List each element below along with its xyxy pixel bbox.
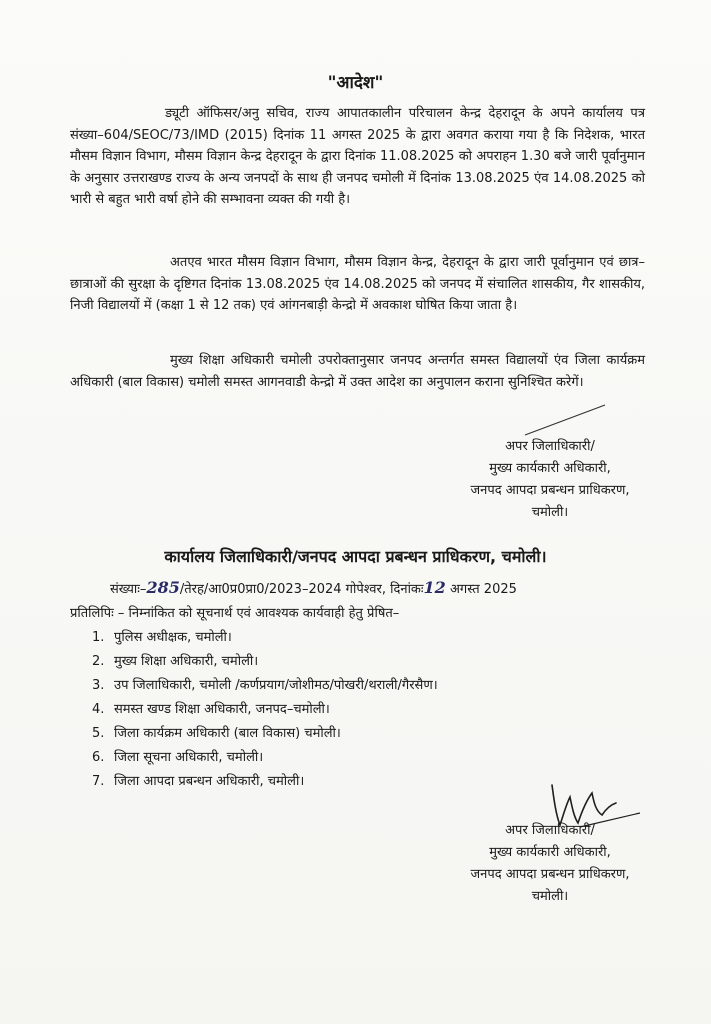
signature-line-2: मुख्य कार्यकारी अधिकारी, xyxy=(489,461,611,476)
list-item: 3. उप जिलाधिकारी, चमोली /कर्णप्रयाग/जोशीमठ/पोखरी/थराली/गैरसैण। xyxy=(92,678,438,693)
signature-line-2: मुख्य कार्यकारी अधिकारी, xyxy=(489,845,611,860)
ref-prefix: संख्याः– xyxy=(110,582,147,597)
list-item: 7. जिला आपदा प्रबन्धन अधिकारी, चमोली। xyxy=(92,774,305,789)
order-paragraph-3: मुख्य शिक्षा अधिकारी चमोली उपरोक्तानुसार जनपद अन्तर्गत समस्त विद्यालयों एंव जिला कार्यक्रम अधिकारी (बाल विकास) चमोली समस्त आगनवाडी केन्द्रो में उक्त आदेश का अनुपालन कराना सुनिश्चित करेगें। xyxy=(70,353,645,390)
list-item: 2. मुख्य शिक्षा अधिकारी, चमोली। xyxy=(92,654,259,669)
ref-day-handwritten: 12 xyxy=(423,578,446,597)
list-item: 4. समस्त खण्ड शिक्षा अधिकारी, जनपद–चमोली। xyxy=(92,702,330,717)
ref-middle: /तेरह/आ0प्र0प्रा0/2023–2024 गोपेश्वर, दिनांकः xyxy=(179,582,424,597)
recipient-list xyxy=(92,626,438,794)
signature-line-3: जनपद आपदा प्रबन्धन प्राधिकरण, xyxy=(470,867,630,882)
order-paragraph-2: अतएव भारत मौसम विज्ञान विभाग, मौसम विज्ञान केन्द्र, देहरादून के द्वारा जारी पूर्वानुमान एवं छात्र–छात्राओं की सुरक्षा के दृष्टिगत दिनांक 13.08.2025 एंव 14.08.2025 को जनपद में संचालित शासकीय, गैर शासकीय, निजी विद्यालयों में (कक्षा 1 से 12 तक) एवं आंगनबाड़ी केन्द्रो में अवकाश घोषित किया जाता है। xyxy=(70,255,645,313)
reference-line xyxy=(110,578,670,597)
copy-to-heading: प्रतिलिपिः – निम्नांकित को सूचनार्थ एवं आवश्यक कार्यवाही हेतु प्रेषित– xyxy=(70,606,400,621)
list-item: 1. पुलिस अधीक्षक, चमोली। xyxy=(92,630,232,645)
ref-suffix: अगस्त 2025 xyxy=(445,582,517,597)
signature-line-4: चमोली। xyxy=(531,889,569,904)
list-item: 5. जिला कार्यक्रम अधिकारी (बाल विकास) चमोली। xyxy=(92,726,341,741)
signature-line-4: चमोली। xyxy=(531,505,569,520)
signature-line-1: अपर जिलाधिकारी/ xyxy=(505,823,595,838)
order-title: "आदेश" xyxy=(327,73,384,93)
ref-number-handwritten: 285 xyxy=(146,578,180,597)
dispatch-signature-block xyxy=(430,820,670,908)
signature-line-3: जनपद आपदा प्रबन्धन प्राधिकरण, xyxy=(470,483,630,498)
order-paragraph-1: ड्यूटी ऑफिसर/अनु सचिव, राज्य आपातकालीन परिचालन केन्द्र देहरादून के अपने कार्यालय पत्र संख्या–604/SEOC/73/IMD (2015) दिनांक 11 अगस्त 2025 के द्वारा अवगत कराया गया है कि निदेशक, भारत मौसम विज्ञान विभाग, मौसम विज्ञान केन्द्र देहरादून के द्वारा दिनांक 11.08.2025 को अपराहन 1.30 बजे जारी पूर्वानुमान के अनुसार उत्तराखण्ड राज्य के अन्य जनपदों के साथ ही जनपद चमोली में दिनांक 13.08.2025 एंव 14.08.2025 को भारी से बहुत भारी वर्षा होने की सम्भावना व्यक्त की गयी है। xyxy=(70,106,645,207)
office-heading: कार्यालय जिलाधिकारी/जनपद आपदा प्रबन्धन प्राधिकरण, चमोली। xyxy=(164,547,547,566)
signature-stroke-1 xyxy=(520,400,610,440)
list-item: 6. जिला सूचना अधिकारी, चमोली। xyxy=(92,750,264,765)
order-signature-block xyxy=(430,436,670,524)
signature-line-1: अपर जिलाधिकारी/ xyxy=(505,439,595,454)
